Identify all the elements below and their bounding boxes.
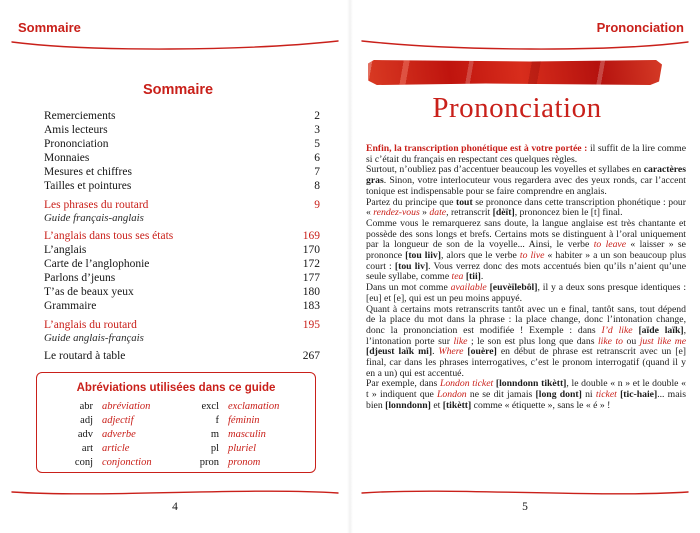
body-paragraph: Surtout, n’oubliez pas d’accentuer beaucoup les voyelles et syllabes en caractères gras. Sinon, votre interlocuteur vous regardera avec des yeux ronds, car l’accent tonique est indispensable pour se faire comprendre en anglais. bbox=[366, 164, 686, 197]
chapter-title: Prononciation bbox=[432, 92, 602, 124]
running-header-left: Sommaire bbox=[18, 20, 81, 35]
toc-entry-page: 9 bbox=[314, 198, 320, 211]
toc-entry bbox=[44, 271, 320, 285]
abbreviation-row bbox=[47, 400, 173, 414]
abbreviation-meaning: abréviation bbox=[102, 401, 151, 412]
abbreviation-row bbox=[47, 414, 173, 428]
toc-entry-page: 195 bbox=[302, 318, 320, 331]
chapter-body bbox=[366, 144, 686, 412]
toc-entry-label: Les phrases du routard bbox=[44, 198, 149, 211]
toc-entry bbox=[44, 198, 320, 212]
toc-entry-page: 180 bbox=[302, 286, 320, 298]
toc-entry-label: Grammaire bbox=[44, 300, 97, 312]
toc-entry bbox=[44, 318, 320, 332]
body-paragraph: Quant à certains mots retranscrits tantôt avec un e final, tantôt sans, tout dépend de la place du mot dans la phrase : la place change, donc l’intonation change, donc la prononciation est modifiée ! Exemple : dans I’d like [aïde laïk], l’intonation porte sur like ; le son est plus long que dans like to ou just like me [djeust laïk mi]. Where [ouère] en début de phrase est retranscrit avec un [e] final, car dans les phrases interrogatives, c’est le pronom interrogatif (quand il y en a un) qui est accentué. bbox=[366, 303, 687, 379]
toc-entry-label: Remerciements bbox=[44, 110, 116, 122]
page-gutter bbox=[347, 0, 353, 533]
abbreviation-row bbox=[47, 456, 173, 470]
toc-entry-page: 6 bbox=[314, 152, 320, 164]
page-number-left: 4 bbox=[172, 501, 178, 513]
abbreviation-code: adv bbox=[77, 429, 93, 440]
running-header-right: Prononciation bbox=[596, 20, 684, 35]
body-paragraph: Partez du principe que tout se prononce dans cette transcription phonétique : pour « rendez-vous » date, retranscrit [dèït], prononcez bien le [t] final. bbox=[366, 196, 686, 219]
toc-entry-page: 2 bbox=[314, 110, 320, 122]
toc-entry-label: Amis lecteurs bbox=[44, 124, 108, 136]
abbreviation-code: art bbox=[81, 443, 93, 454]
toc-entry-label: L’anglais bbox=[44, 244, 87, 256]
toc-subtitle: Guide anglais-français bbox=[44, 331, 144, 344]
toc-entry-label: Tailles et pointures bbox=[44, 180, 132, 192]
abbreviation-meaning: féminin bbox=[228, 415, 260, 426]
toc-entry bbox=[44, 349, 320, 363]
toc-entry-label: Parlons d’jeuns bbox=[44, 272, 116, 284]
toc-entry-page: 169 bbox=[302, 230, 320, 242]
abbreviation-meaning: pronom bbox=[228, 457, 261, 468]
header-rule-left bbox=[10, 38, 340, 54]
abbreviation-row bbox=[173, 400, 299, 414]
abbreviation-code: adj bbox=[80, 415, 93, 426]
abbreviation-row bbox=[173, 442, 299, 456]
toc-entry-label: Le routard à table bbox=[44, 350, 126, 362]
toc-entry bbox=[44, 165, 320, 179]
footer-rule-right bbox=[360, 486, 690, 500]
toc-entry-page: 177 bbox=[302, 272, 320, 284]
toc-entry-label: L’anglais du routard bbox=[44, 318, 137, 331]
abbreviations-column-right bbox=[173, 400, 299, 470]
toc-entry-page: 170 bbox=[302, 244, 320, 256]
abbreviations-box bbox=[36, 372, 316, 473]
abbreviation-row bbox=[173, 428, 299, 442]
abbreviation-meaning: article bbox=[102, 443, 130, 454]
abbreviations-column-left bbox=[47, 400, 173, 470]
toc-entry bbox=[44, 179, 320, 193]
page-number-right: 5 bbox=[522, 501, 528, 513]
abbreviation-code: f bbox=[215, 415, 219, 426]
abbreviation-code: pron bbox=[199, 457, 219, 468]
toc-entry bbox=[44, 299, 320, 313]
abbreviation-meaning: masculin bbox=[228, 429, 266, 440]
body-paragraph: Enfin, la transcription phonétique est à votre portée : il suffit de la lire comme si c’était du français en respectant ces quelques règles. bbox=[366, 143, 687, 165]
body-paragraph: Par exemple, dans London ticket [lonndonn tikètt], le double « n » et le double « t » indiquent que London ne se dit jamais [long dont] ni ticket [tic-haie]... mais bien [lonndonn] et [tikètt] comme « étiquette », sans le « é » ! bbox=[366, 378, 687, 411]
toc-subtitle: Guide français-anglais bbox=[44, 211, 144, 224]
toc-entry-page: 7 bbox=[314, 166, 320, 178]
toc-list bbox=[44, 109, 320, 363]
header-rule-right bbox=[360, 38, 690, 54]
toc-entry bbox=[44, 109, 320, 123]
toc-title: Sommaire bbox=[142, 82, 214, 98]
right-page bbox=[350, 0, 700, 533]
abbreviations-title: Abréviations utilisées dans ce guide bbox=[76, 382, 276, 394]
abbreviation-row bbox=[173, 456, 299, 470]
toc-entry-label: L’anglais dans tous ses états bbox=[44, 230, 174, 242]
body-paragraph: Comme vous le remarquerez sans doute, la langue anglaise est très chantante et possède des sons longs et brefs. Certains mots se distinguent à l’oral uniquement par la longueur de son de la voyelle... Ainsi, le verbe to leave « laisser » se prononce [tou liiv], alors que le verbe to live « habiter » a un son beaucoup plus court : [tou liv]. Vous verrez donc des mots accentués bien qu’ils n’aient qu’une seule syllabe, comme tea [tii]. bbox=[366, 217, 687, 283]
abbreviation-row bbox=[173, 414, 299, 428]
footer-rule-left bbox=[10, 486, 340, 500]
toc-entry bbox=[44, 285, 320, 299]
abbreviation-code: abr bbox=[79, 401, 93, 412]
abbreviation-meaning: pluriel bbox=[228, 443, 256, 454]
toc-entry-label: T’as de beaux yeux bbox=[44, 286, 134, 298]
toc-entry-label: Monnaies bbox=[44, 152, 90, 164]
toc-entry bbox=[44, 137, 320, 151]
abbreviation-code: pl bbox=[210, 443, 219, 454]
toc-entry bbox=[44, 123, 320, 137]
toc-entry bbox=[44, 257, 320, 271]
abbreviation-code: m bbox=[210, 429, 219, 440]
abbreviation-meaning: exclamation bbox=[228, 401, 280, 412]
toc-entry bbox=[44, 151, 320, 165]
abbreviation-row bbox=[47, 442, 173, 456]
abbreviation-meaning: adverbe bbox=[102, 429, 136, 440]
abbreviation-code: conj bbox=[74, 457, 93, 468]
toc-entry bbox=[44, 229, 320, 243]
toc-entry-label: Mesures et chiffres bbox=[44, 166, 132, 178]
toc-entry-label: Carte de l’anglophonie bbox=[44, 258, 150, 270]
toc-entry-page: 172 bbox=[302, 258, 320, 270]
abbreviation-meaning: conjonction bbox=[102, 457, 152, 468]
toc-entry-page: 3 bbox=[314, 124, 320, 136]
toc-entry-page: 267 bbox=[302, 350, 320, 362]
toc-entry-page: 5 bbox=[314, 138, 320, 150]
abbreviation-code: excl bbox=[201, 401, 219, 412]
body-paragraph: Dans un mot comme available [euvèïlebôl], il y a deux sons presque identiques : [eu] et [e], qui est un peu moins appuyé. bbox=[366, 282, 687, 304]
toc-entry-page: 183 bbox=[302, 300, 320, 312]
abbreviation-meaning: adjectif bbox=[102, 415, 134, 426]
toc-entry bbox=[44, 243, 320, 257]
toc-entry-label: Prononciation bbox=[44, 138, 109, 150]
chapter-banner-brushstroke bbox=[368, 60, 662, 85]
toc-entry-page: 8 bbox=[314, 180, 320, 192]
abbreviations-columns bbox=[37, 394, 315, 470]
abbreviation-row bbox=[47, 428, 173, 442]
